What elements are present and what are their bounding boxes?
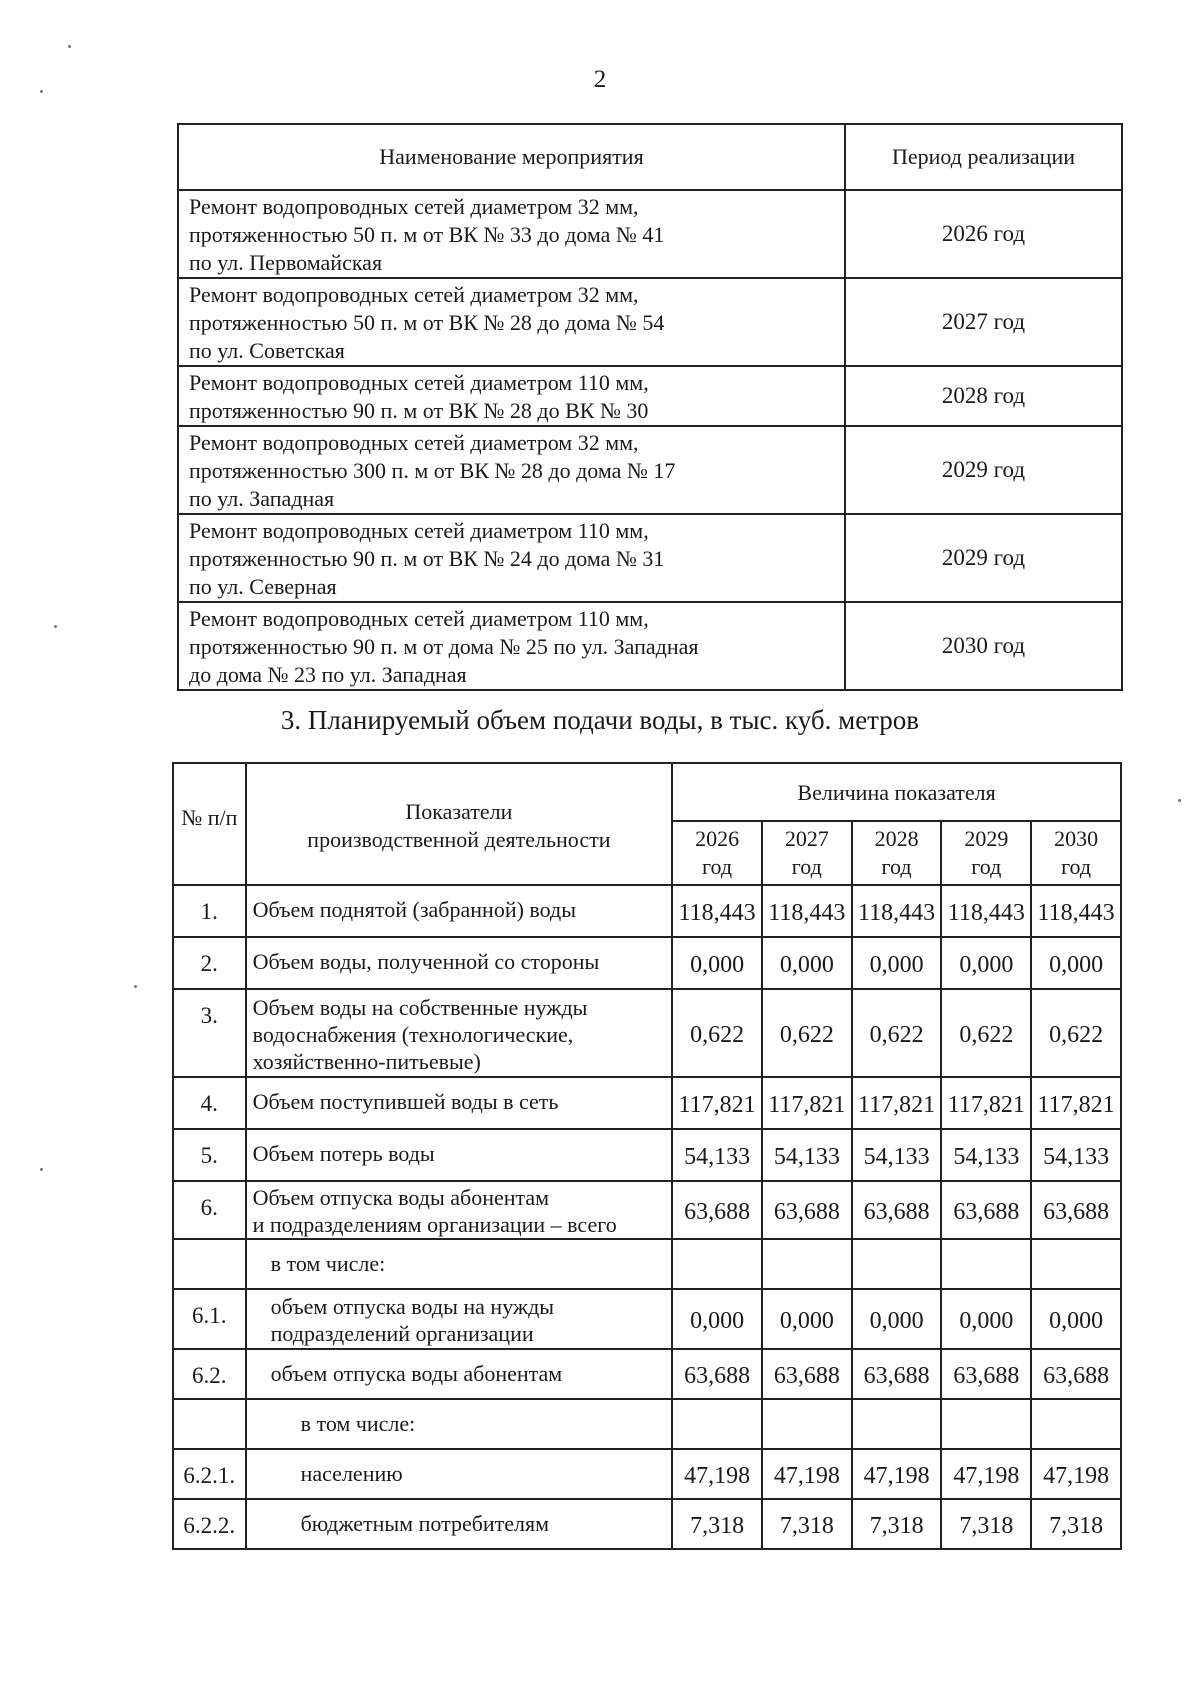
measure-period: 2029 год	[845, 426, 1122, 514]
indicator-name	[246, 1349, 673, 1399]
scan-speck	[54, 625, 57, 628]
measure-row	[178, 366, 1122, 426]
measure-name	[178, 366, 845, 426]
measure-name-line: протяженностью 90 п. м от ВК № 28 до ВК № 30	[189, 398, 649, 423]
indicator-value	[672, 1399, 762, 1449]
indicators-header-line: производственной деятельности	[307, 827, 611, 852]
indicator-value	[762, 1399, 852, 1449]
row-number: 3.	[173, 989, 246, 1077]
year-suffix: год	[702, 854, 733, 879]
row-number: 2.	[173, 937, 246, 989]
indicator-value: 0,622	[762, 989, 852, 1077]
measure-name-line: Ремонт водопроводных сетей диаметром 32 мм,	[189, 282, 639, 307]
scan-speck	[1178, 799, 1181, 802]
indicator-value: 0,000	[1031, 1289, 1121, 1349]
scan-speck	[68, 45, 71, 48]
indicator-row	[173, 1499, 1121, 1549]
indicator-value: 118,443	[941, 885, 1031, 937]
indicator-value: 63,688	[941, 1349, 1031, 1399]
indicator-value: 63,688	[762, 1181, 852, 1239]
indicator-name-line: водоснабжения (технологические,	[252, 1021, 574, 1047]
indicator-value: 0,622	[852, 989, 942, 1077]
measure-name-line: протяженностью 300 п. м от ВК № 28 до дома № 17	[189, 458, 676, 483]
indicator-value: 118,443	[1031, 885, 1121, 937]
measure-period: 2029 год	[845, 514, 1122, 602]
indicator-name-line: населению	[300, 1461, 403, 1486]
indicator-value: 47,198	[1031, 1449, 1121, 1499]
indicator-name	[246, 1077, 673, 1129]
indicator-name	[246, 1129, 673, 1181]
indicator-value: 47,198	[941, 1449, 1031, 1499]
indicator-value: 54,133	[852, 1129, 942, 1181]
indicator-name	[246, 1289, 673, 1349]
indicator-value: 0,000	[852, 1289, 942, 1349]
indicator-name-line: Объем воды, полученной со стороны	[252, 949, 600, 974]
indicators-table	[172, 762, 1122, 1550]
indicator-value: 0,000	[941, 1289, 1031, 1349]
measure-name-line: по ул. Советская	[189, 338, 345, 363]
indicator-value: 0,622	[941, 989, 1031, 1077]
indicator-name-line: объем отпуска воды абонентам	[270, 1361, 563, 1386]
year-value: 2030	[1054, 826, 1099, 851]
indicator-value: 118,443	[672, 885, 762, 937]
indicator-value: 63,688	[941, 1181, 1031, 1239]
indicator-value: 117,821	[762, 1077, 852, 1129]
measure-name-line: по ул. Первомайская	[189, 250, 383, 275]
indicator-name	[246, 1181, 673, 1239]
year-header	[672, 821, 762, 885]
indicator-name	[246, 885, 673, 937]
indicator-value: 0,000	[941, 937, 1031, 989]
indicator-row	[173, 989, 1121, 1077]
indicator-name-line: в том числе:	[300, 1411, 416, 1436]
indicator-value: 7,318	[762, 1499, 852, 1549]
indicator-value: 63,688	[1031, 1181, 1121, 1239]
indicator-value: 0,000	[672, 937, 762, 989]
row-number	[173, 1239, 246, 1289]
indicator-value	[941, 1239, 1031, 1289]
indicator-value: 63,688	[762, 1349, 852, 1399]
indicator-name	[246, 989, 673, 1077]
measure-name-line: до дома № 23 по ул. Западная	[189, 662, 467, 687]
indicator-value	[672, 1239, 762, 1289]
measure-name-line: протяженностью 50 п. м от ВК № 28 до дома № 54	[189, 310, 665, 335]
indicator-value: 7,318	[852, 1499, 942, 1549]
measure-period: 2030 год	[845, 602, 1122, 690]
measure-name-line: Ремонт водопроводных сетей диаметром 32 мм,	[189, 430, 639, 455]
year-header	[852, 821, 942, 885]
measure-name	[178, 190, 845, 278]
row-number: 6.	[173, 1181, 246, 1239]
year-suffix: год	[881, 854, 912, 879]
indicator-value: 117,821	[1031, 1077, 1121, 1129]
indicator-value: 63,688	[852, 1349, 942, 1399]
row-number	[173, 1399, 246, 1449]
indicator-row	[173, 1181, 1121, 1239]
indicator-row	[173, 1129, 1121, 1181]
indicator-value: 117,821	[672, 1077, 762, 1129]
indicator-name-line: Объем потерь воды	[252, 1141, 435, 1166]
indicator-name-line: Объем воды на собственные нужды	[252, 994, 588, 1020]
row-number: 5.	[173, 1129, 246, 1181]
indicator-value: 118,443	[852, 885, 942, 937]
indicator-value	[852, 1239, 942, 1289]
year-value: 2026	[695, 826, 740, 851]
indicators-header	[246, 763, 673, 885]
indicator-value: 7,318	[941, 1499, 1031, 1549]
measure-period: 2026 год	[845, 190, 1122, 278]
measure-period: 2028 год	[845, 366, 1122, 426]
measure-name	[178, 602, 845, 690]
indicator-value: 47,198	[672, 1449, 762, 1499]
indicator-value: 117,821	[941, 1077, 1031, 1129]
measure-row	[178, 602, 1122, 690]
indicator-value: 54,133	[762, 1129, 852, 1181]
indicator-value: 0,000	[672, 1289, 762, 1349]
year-suffix: год	[971, 854, 1002, 879]
num-header: № п/п	[173, 763, 246, 885]
year-header	[1031, 821, 1121, 885]
row-number: 6.2.1.	[173, 1449, 246, 1499]
measure-row	[178, 426, 1122, 514]
indicator-value: 54,133	[941, 1129, 1031, 1181]
indicator-value: 0,622	[1031, 989, 1121, 1077]
indicator-row	[173, 1077, 1121, 1129]
indicator-value: 0,000	[852, 937, 942, 989]
section-title: 3. Планируемый объем подачи воды, в тыс. куб. метров	[280, 705, 920, 735]
year-header	[941, 821, 1031, 885]
measure-name-line: протяженностью 90 п. м от ВК № 24 до дома № 31	[189, 546, 665, 571]
measure-name-line: Ремонт водопроводных сетей диаметром 110 мм,	[189, 370, 649, 395]
indicator-value: 63,688	[672, 1181, 762, 1239]
row-number: 6.2.2.	[173, 1499, 246, 1549]
indicator-name	[246, 1449, 673, 1499]
indicator-row	[173, 1449, 1121, 1499]
measure-name-line: Ремонт водопроводных сетей диаметром 110 мм,	[189, 518, 649, 543]
indicator-row	[173, 1239, 1121, 1289]
indicator-value	[941, 1399, 1031, 1449]
indicator-name-line: в том числе:	[270, 1251, 386, 1276]
indicator-value	[1031, 1399, 1121, 1449]
indicator-value: 0,000	[1031, 937, 1121, 989]
year-suffix: год	[791, 854, 822, 879]
indicator-value: 7,318	[672, 1499, 762, 1549]
indicator-value: 47,198	[852, 1449, 942, 1499]
measure-name	[178, 426, 845, 514]
indicator-value: 63,688	[852, 1181, 942, 1239]
indicator-value: 7,318	[1031, 1499, 1121, 1549]
row-number: 6.1.	[173, 1289, 246, 1349]
indicator-name-line: Объем поднятой (забранной) воды	[252, 897, 576, 922]
measure-name-header: Наименование мероприятия	[178, 124, 845, 190]
measure-name-line: по ул. Северная	[189, 574, 337, 599]
measure-row	[178, 514, 1122, 602]
scan-speck	[134, 985, 137, 988]
measure-row	[178, 278, 1122, 366]
indicators-header-row	[173, 763, 1121, 821]
row-number: 1.	[173, 885, 246, 937]
year-suffix: год	[1061, 854, 1092, 879]
indicator-row	[173, 1289, 1121, 1349]
indicator-value: 47,198	[762, 1449, 852, 1499]
indicator-name	[246, 1399, 673, 1449]
measure-name	[178, 514, 845, 602]
row-number: 6.2.	[173, 1349, 246, 1399]
indicator-name	[246, 1239, 673, 1289]
indicator-value	[762, 1239, 852, 1289]
indicator-value: 117,821	[852, 1077, 942, 1129]
year-header	[762, 821, 852, 885]
measures-table	[177, 123, 1123, 691]
indicator-value	[852, 1399, 942, 1449]
measure-name-line: протяженностью 50 п. м от ВК № 33 до дома № 41	[189, 222, 665, 247]
indicator-name-line: Объем отпуска воды абонентам	[252, 1185, 550, 1210]
indicator-name	[246, 937, 673, 989]
measure-period: 2027 год	[845, 278, 1122, 366]
indicator-value: 0,000	[762, 1289, 852, 1349]
indicator-name-line: Объем поступившей воды в сеть	[252, 1089, 559, 1114]
value-group-header: Величина показателя	[672, 763, 1121, 821]
indicators-header-line: Показатели	[405, 799, 513, 824]
scan-speck	[40, 1168, 43, 1171]
indicator-name-line: объем отпуска воды на нужды	[270, 1294, 555, 1319]
measure-name-line: по ул. Западная	[189, 486, 335, 511]
indicator-value	[1031, 1239, 1121, 1289]
indicator-value: 0,000	[762, 937, 852, 989]
year-value: 2028	[874, 826, 919, 851]
year-value: 2027	[784, 826, 829, 851]
indicator-value: 63,688	[672, 1349, 762, 1399]
indicator-row	[173, 1349, 1121, 1399]
indicator-value: 54,133	[1031, 1129, 1121, 1181]
indicator-value: 63,688	[1031, 1349, 1121, 1399]
measure-name	[178, 278, 845, 366]
period-header: Период реализации	[845, 124, 1122, 190]
measure-row	[178, 190, 1122, 278]
indicator-row	[173, 937, 1121, 989]
indicator-name-line: и подразделениям организации – всего	[252, 1212, 617, 1237]
indicator-value: 0,622	[672, 989, 762, 1077]
page-number: 2	[593, 66, 607, 93]
measures-header-row	[178, 124, 1122, 190]
indicator-name-line: подразделений организации	[270, 1321, 534, 1346]
scan-speck	[40, 90, 43, 93]
indicator-name-line: хозяйственно-питьевые)	[252, 1048, 481, 1074]
measure-name-line: Ремонт водопроводных сетей диаметром 32 мм,	[189, 194, 639, 219]
indicator-value: 118,443	[762, 885, 852, 937]
indicator-name	[246, 1499, 673, 1549]
row-number: 4.	[173, 1077, 246, 1129]
indicator-row	[173, 885, 1121, 937]
measure-name-line: Ремонт водопроводных сетей диаметром 110 мм,	[189, 606, 649, 631]
measure-name-line: протяженностью 90 п. м от дома № 25 по ул. Западная	[189, 634, 699, 659]
indicator-row	[173, 1399, 1121, 1449]
year-value: 2029	[964, 826, 1009, 851]
indicator-value: 54,133	[672, 1129, 762, 1181]
indicator-name-line: бюджетным потребителям	[300, 1511, 550, 1536]
